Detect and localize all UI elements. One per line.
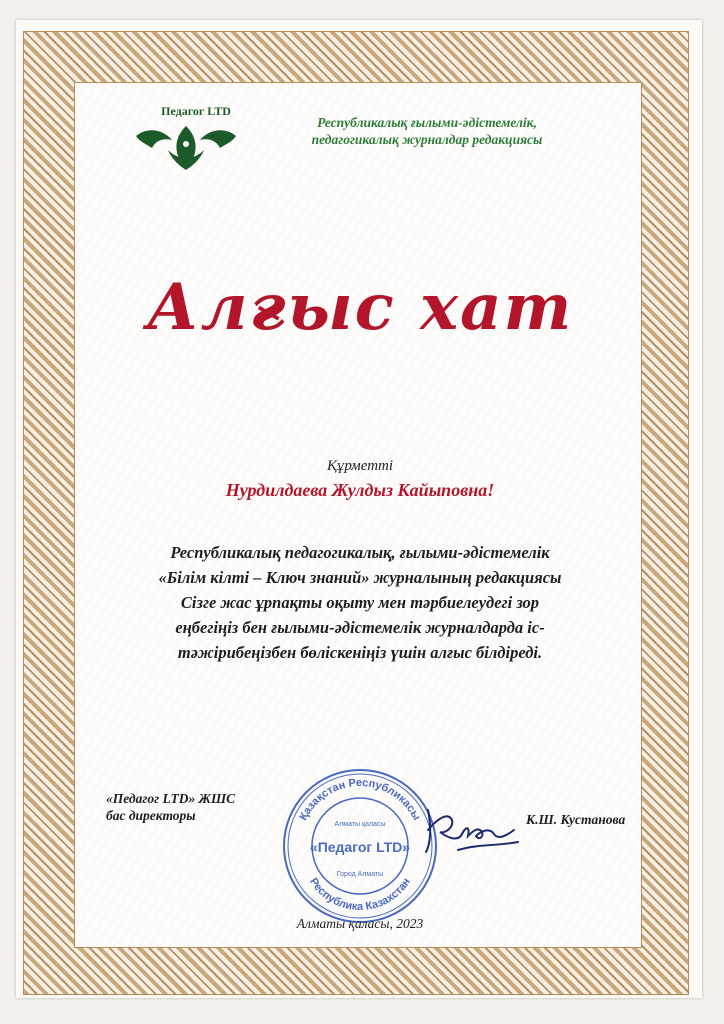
- stamp-small-top: Алматы қаласы: [334, 821, 386, 828]
- stamp-small-bottom: Город Алматы: [336, 871, 384, 878]
- publisher-name: [262, 114, 592, 148]
- gratitude-text: [110, 540, 610, 665]
- certificate-title: Алғыс хат: [146, 270, 574, 345]
- body-line-4: еңбегіңіз бен ғылыми-әдістемелік журналдарда іс-: [175, 618, 545, 637]
- stamp-center: «Педагог LTD»: [309, 839, 411, 855]
- position-title: бас директоры: [106, 808, 196, 823]
- recipient-name: Нурдилдаева Жулдыз Кайыповна!: [225, 480, 495, 500]
- salutation: Құрметті: [326, 458, 394, 474]
- publisher-line-2: педагогикалық журналдар редакциясы: [311, 132, 543, 147]
- stamp-outer-bottom: Республика Казахстан: [307, 875, 413, 913]
- body-line-1: Республикалық педагогикалық, ғылыми-әдістемелік: [170, 543, 550, 562]
- logo-wordmark: Педагог LTD: [161, 104, 231, 118]
- body-line-3: Сізге жас ұрпақты оқыту мен тәрбиелеудегі зор: [180, 593, 540, 612]
- company-name: «Педагог LTD» ЖШС: [106, 791, 236, 806]
- body-line-2: «Білім кілті – Ключ знаний» журналының редакциясы: [158, 568, 562, 587]
- handwritten-signature-icon: [418, 790, 528, 870]
- official-stamp-icon: [280, 766, 440, 926]
- place-and-year: Алматы қаласы, 2023: [296, 916, 424, 931]
- signatory-position: [106, 790, 256, 824]
- stamp-outer-top: Қазақстан Республикасы: [297, 776, 423, 823]
- publisher-line-1: Республикалық ғылыми-әдістемелік,: [317, 115, 537, 130]
- body-line-5: тәжірибеңізбен бөліскеніңіз үшін алғыс білдіреді.: [177, 643, 543, 662]
- director-name: К.Ш. Кустанова: [526, 812, 626, 827]
